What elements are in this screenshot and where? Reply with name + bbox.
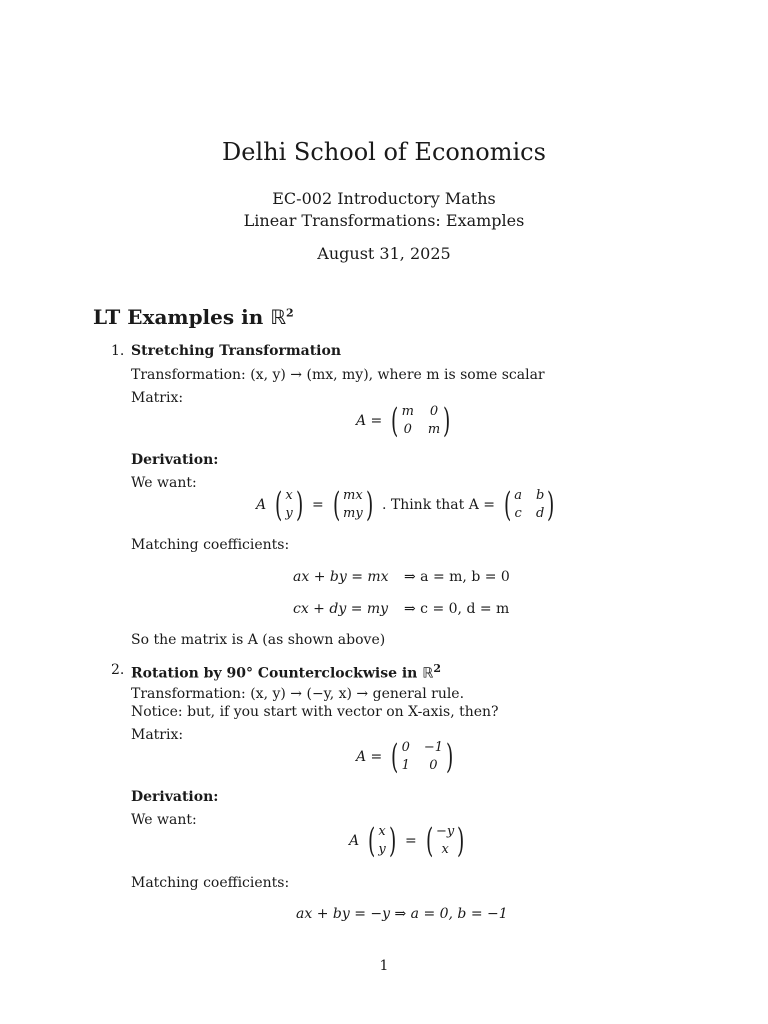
matrix-cell: a: [514, 488, 523, 503]
item2-heading-sup: 2: [433, 662, 441, 675]
item1-think-text: . Think that A =: [381, 497, 495, 513]
equals-sign: =: [405, 833, 417, 849]
matrix-cell: −1: [423, 740, 444, 755]
item1-eq2-rhs: ⇒ c = 0, d = m: [404, 601, 510, 617]
vector-cell: y: [285, 506, 293, 521]
matrix-cell: 1: [401, 758, 410, 773]
item1-matrix: ( m 0 0 m ): [391, 401, 451, 441]
item2-number: 2.: [111, 662, 125, 678]
item2-want-equation: [349, 822, 468, 860]
equals-sign: =: [312, 497, 324, 513]
item1-want-equation: [256, 486, 558, 524]
section-heading-sup: 2: [286, 306, 294, 320]
item2-notice: Notice: but, if you start with vector on X-axis, then?: [131, 704, 499, 720]
document-title: Delhi School of Economics: [222, 138, 546, 166]
matrix-abcd: ( a b c d ): [503, 485, 555, 525]
vector-cell: my: [343, 506, 363, 521]
vector-cell: −y: [436, 824, 455, 839]
item2-derivation-label: Derivation:: [131, 789, 219, 805]
item2-matrix-label: Matrix:: [131, 727, 184, 743]
page-number: 1: [379, 958, 389, 974]
item2-heading-set: ℝ: [422, 665, 434, 682]
item1-matching-label: Matching coefficients:: [131, 537, 290, 553]
vector-xy: ( x y ): [368, 821, 397, 861]
item1-matrix-lhs: A =: [356, 413, 383, 429]
section-heading: [93, 305, 294, 329]
item1-eq1-rhs: ⇒ a = m, b = 0: [404, 569, 510, 585]
item1-want-lhs: A: [256, 497, 267, 513]
item1-heading: Stretching Transformation: [131, 343, 342, 359]
item2-heading: [131, 662, 441, 682]
document-date: August 31, 2025: [317, 244, 451, 263]
matrix-cell: d: [536, 506, 545, 521]
matrix-cell: 0: [401, 740, 410, 755]
item2-heading-text: Rotation by 90° Counterclockwise in: [131, 665, 423, 682]
vector-cell: x: [285, 488, 293, 503]
item1-eq2-lhs: cx + dy = my: [293, 601, 389, 617]
section-heading-text: LT Examples in: [93, 305, 271, 329]
item1-derivation-label: Derivation:: [131, 452, 219, 468]
section-heading-set: ℝ: [270, 305, 287, 329]
item1-transformation: Transformation: (x, y) → (mx, my), where m is some scalar: [131, 367, 545, 383]
item2-want-lhs: A: [349, 833, 360, 849]
vector-cell: x: [378, 824, 386, 839]
item2-matrix: ( 0 −1 1 0 ): [391, 737, 454, 777]
item2-we-want: We want:: [131, 812, 197, 828]
matrix-cell: m: [401, 404, 414, 419]
vector-cell: x: [441, 842, 449, 857]
item1-matrix-equation: [356, 402, 453, 440]
matrix-cell: b: [536, 488, 545, 503]
vector-xy: ( x y ): [275, 485, 304, 525]
document-topic: Linear Transformations: Examples: [243, 211, 525, 230]
matrix-cell: m: [427, 422, 441, 437]
vector-rotated: ( −y x ): [425, 821, 465, 861]
item1-conclusion: So the matrix is A (as shown above): [131, 632, 386, 648]
matrix-cell: 0: [429, 404, 439, 419]
vector-mxmy: ( mx my ): [332, 485, 373, 525]
course-code: EC-002 Introductory Maths: [272, 189, 496, 208]
item2-matrix-lhs: A =: [356, 749, 383, 765]
item2-matching-label: Matching coefficients:: [131, 875, 290, 891]
vector-cell: y: [378, 842, 386, 857]
item1-eq1-lhs: ax + by = mx: [293, 569, 389, 585]
item2-transformation: Transformation: (x, y) → (−y, x) → general rule.: [131, 686, 465, 702]
item1-matrix-label: Matrix:: [131, 390, 184, 406]
matrix-cell: 0: [403, 422, 412, 437]
matrix-cell: c: [514, 506, 522, 521]
matrix-cell: 0: [429, 758, 438, 773]
item2-matrix-equation: [356, 738, 456, 776]
item1-number: 1.: [111, 343, 125, 359]
vector-cell: mx: [343, 488, 363, 503]
item2-eq1: ax + by = −y ⇒ a = 0, b = −1: [296, 906, 508, 922]
item1-we-want: We want:: [131, 475, 197, 491]
